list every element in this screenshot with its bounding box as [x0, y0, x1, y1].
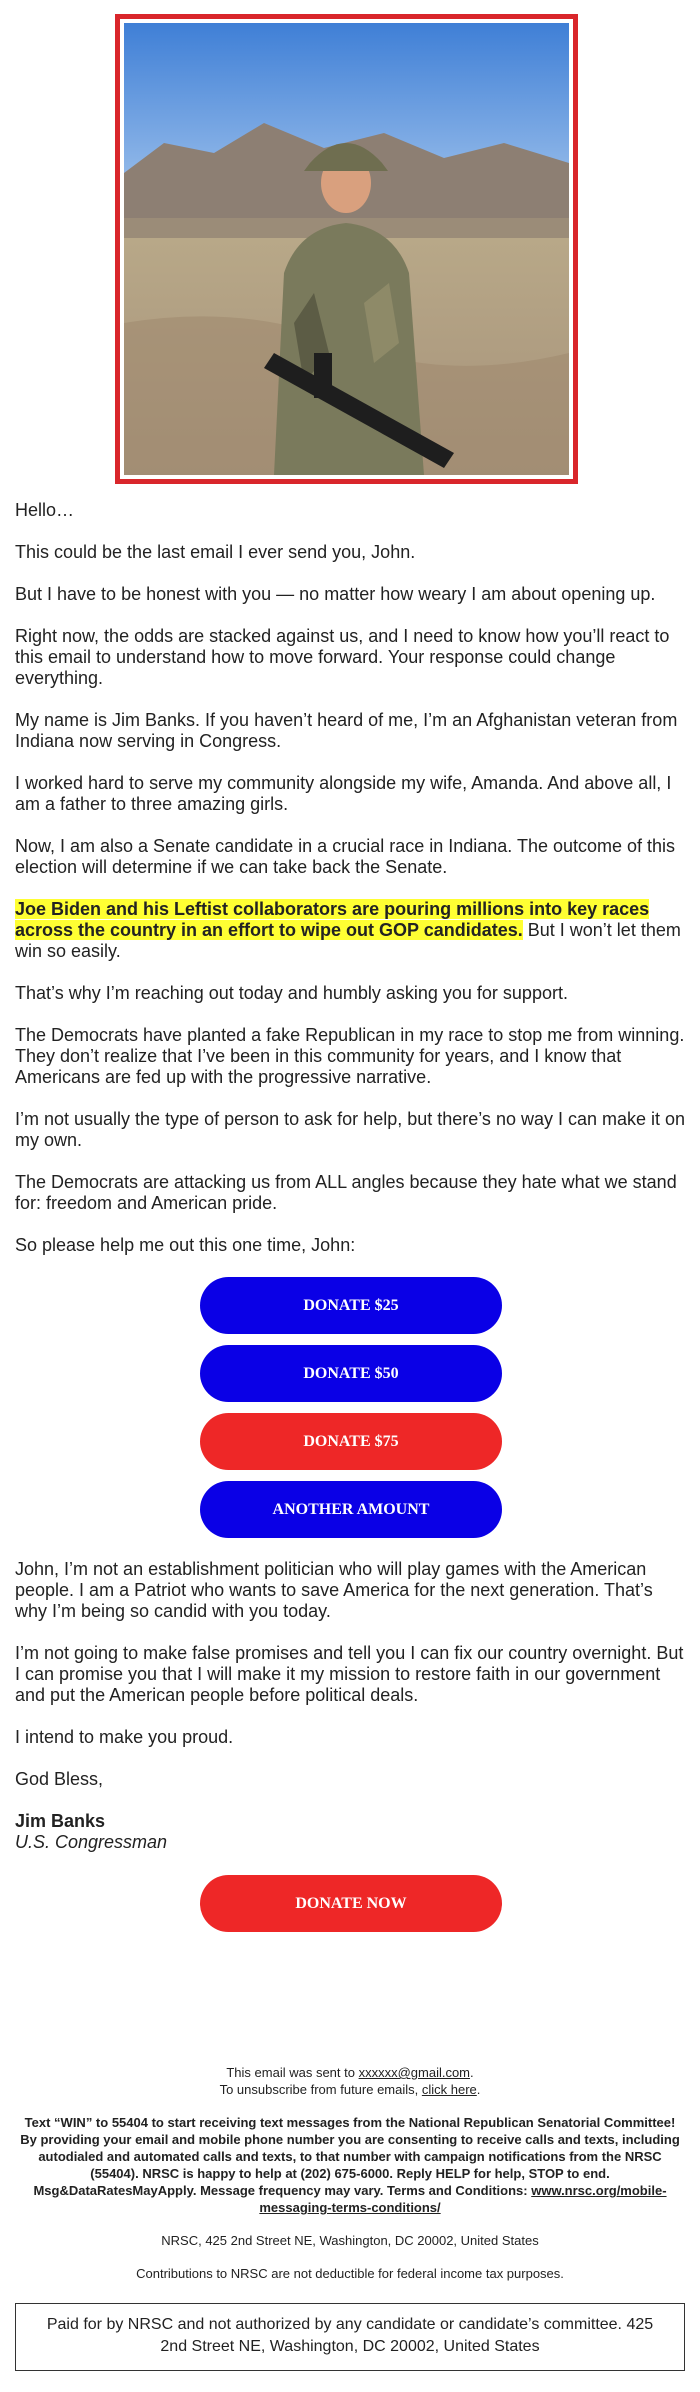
- paragraph-7-rest: But I won’t let them win so easily.: [15, 920, 681, 961]
- closing: God Bless,: [15, 1769, 104, 1789]
- paragraph-1: This could be the last email I ever send you, John.: [15, 542, 416, 562]
- donate-50-button[interactable]: DONATE $50: [200, 1345, 502, 1402]
- donate-now-wrap: [15, 1875, 687, 1932]
- paragraph-9: The Democrats have planted a fake Republican in my race to stop me from winning. They don’t realize that I’ve been in this community for years, and I know that Americans are fed up with the progressive narrative.: [15, 1025, 685, 1087]
- unsub-prefix: To unsubscribe from future emails,: [219, 2082, 422, 2097]
- sms-text: Text “WIN” to 55404 to start receiving text messages from the National Republican Senatorial Committee! By providing your email and mobile phone number you are consenting to receive calls and texts, including autodialed and automated calls and texts, to that number with campaign notifications from the NRSC (55404). NRSC is happy to help at (202) 675-6000. Reply HELP for help, STOP to end. Msg&DataRatesMayApply. Message frequency may vary. Terms and Conditions:: [20, 2115, 680, 2198]
- another-amount-button[interactable]: ANOTHER AMOUNT: [200, 1481, 502, 1538]
- recipient-email-link[interactable]: xxxxxx@gmail.com: [358, 2065, 471, 2080]
- paragraph-8: That’s why I’m reaching out today and humbly asking you for support.: [15, 983, 568, 1003]
- sent-to-notice: [15, 2064, 685, 2081]
- signature: [15, 1811, 687, 1853]
- donate-75-button[interactable]: DONATE $75: [200, 1413, 502, 1470]
- paragraph-11: The Democrats are attacking us from ALL angles because they hate what we stand for: freedom and American pride.: [15, 1172, 677, 1213]
- unsubscribe-link[interactable]: click here: [421, 2082, 477, 2097]
- paragraph-2: But I have to be honest with you — no matter how weary I am about opening up.: [15, 584, 656, 604]
- paragraph-3: Right now, the odds are stacked against us, and I need to know how you’ll react to this email to understand how to move forward. Your response could change everything.: [15, 626, 670, 688]
- hero-photo-frame: [115, 14, 578, 484]
- signature-name: Jim Banks: [15, 1811, 106, 1831]
- paragraph-14: I’m not going to make false promises and tell you I can fix our country overnight. But I can promise you that I will make it my mission to restore faith in our government and put the American people before political deals.: [15, 1643, 684, 1705]
- donate-25-button[interactable]: DONATE $25: [200, 1277, 502, 1334]
- terms-link[interactable]: www.nrsc.org/mobile-messaging-terms-conditions/: [259, 2183, 667, 2215]
- paid-for-box: Paid for by NRSC and not authorized by any candidate or candidate’s committee. 425 2nd Street NE, Washington, DC 20002, United States: [15, 2303, 685, 2371]
- hero-photo: [124, 23, 569, 475]
- sent-suffix: .: [470, 2065, 474, 2080]
- email-body: [15, 500, 687, 1953]
- sms-disclaimer: [15, 2114, 685, 2216]
- paragraph-6: Now, I am also a Senate candidate in a crucial race in Indiana. The outcome of this election will determine if we can take back the Senate.: [15, 836, 676, 877]
- paragraph-10: I’m not usually the type of person to ask for help, but there’s no way I can make it on my own.: [15, 1109, 686, 1150]
- highlighted-text: Joe Biden and his Leftist collaborators are pouring millions into key races across the country in an effort to wipe out GOP candidates.: [15, 899, 650, 940]
- signature-title: U.S. Congressman: [15, 1832, 168, 1852]
- paragraph-5: I worked hard to serve my community alongside my wife, Amanda. And above all, I am a father to three amazing girls.: [15, 773, 672, 814]
- deductible-notice: Contributions to NRSC are not deductible for federal income tax purposes.: [136, 2266, 564, 2281]
- sent-prefix: This email was sent to: [226, 2065, 359, 2080]
- greeting: Hello…: [15, 500, 75, 520]
- paragraph-4: My name is Jim Banks. If you haven’t heard of me, I’m an Afghanistan veteran from Indiana now serving in Congress.: [15, 710, 678, 751]
- paragraph-7: [15, 899, 687, 962]
- address: NRSC, 425 2nd Street NE, Washington, DC 20002, United States: [161, 2233, 539, 2248]
- unsub-suffix: .: [476, 2082, 481, 2097]
- paragraph-12: So please help me out this one time, John:: [15, 1235, 356, 1255]
- donation-buttons: [15, 1277, 687, 1538]
- unsubscribe-notice: [15, 2081, 685, 2098]
- paragraph-15: I intend to make you proud.: [15, 1727, 234, 1747]
- paragraph-13: John, I’m not an establishment politician who will play games with the American people. I am a Patriot who wants to save America for the next generation. That’s why I’m being so candid with you today.: [15, 1559, 653, 1621]
- email-footer: [15, 2064, 685, 2298]
- donate-now-button[interactable]: DONATE NOW: [200, 1875, 502, 1932]
